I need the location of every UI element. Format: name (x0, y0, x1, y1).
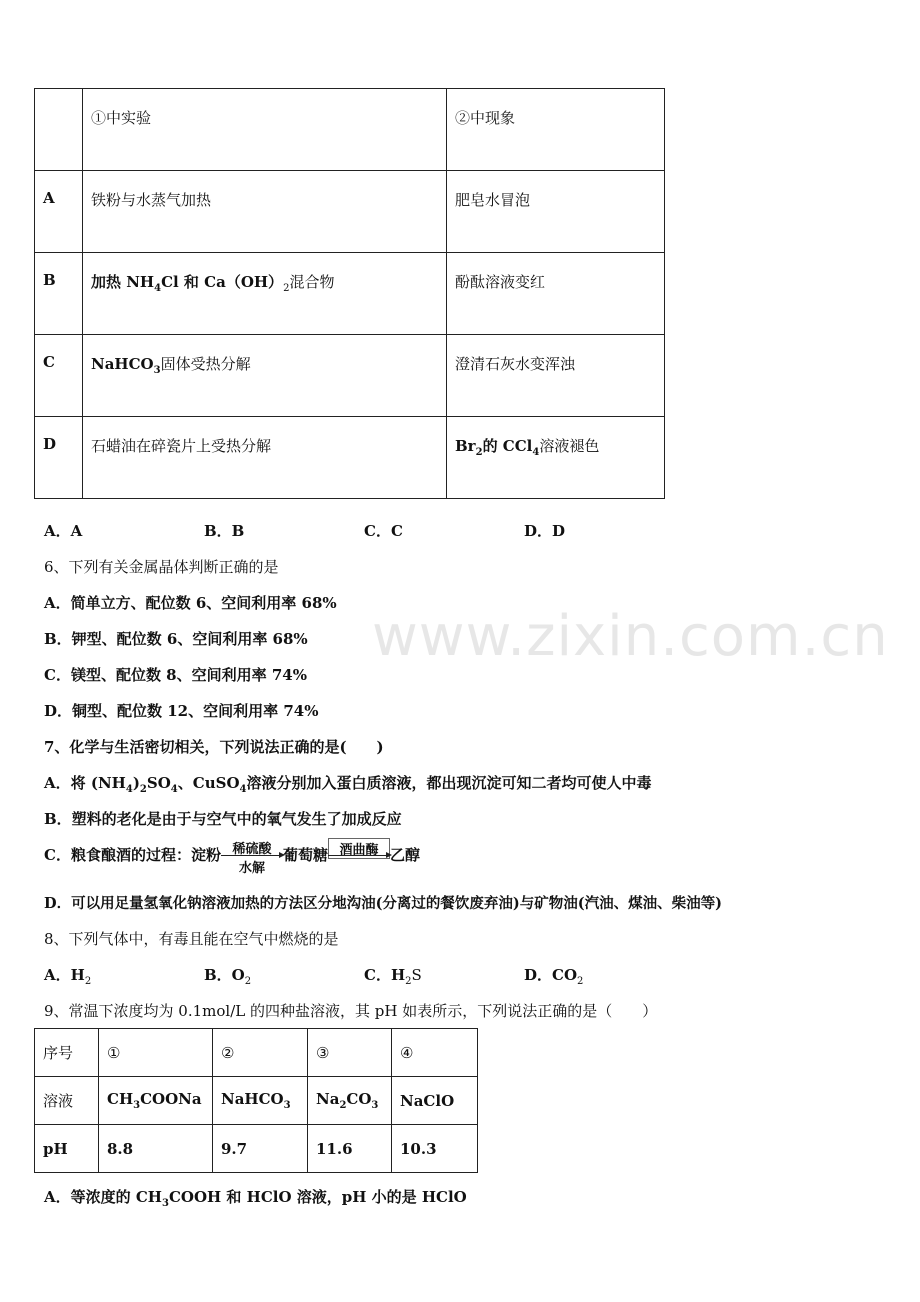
text-part: CH (107, 1090, 134, 1108)
arrow-condition-bottom: 水解 (238, 861, 265, 876)
arrow-condition-top: 酒曲酶 (328, 838, 390, 859)
table-cell: 溶液 (35, 1077, 99, 1125)
phenomenon-cell: 肥皂水冒泡 (447, 171, 665, 253)
q5-option-d[interactable]: D．D (524, 522, 566, 540)
table-cell: 10.3 (392, 1125, 478, 1173)
subscript: 2 (84, 976, 92, 987)
q8-stem: 8、下列气体中，有毒且能在空气中燃烧的是 (44, 930, 339, 948)
table-cell: 8.8 (99, 1125, 213, 1173)
reaction-arrow (328, 842, 390, 870)
text-part: 的 CCl (482, 437, 533, 455)
table-row (35, 1077, 478, 1125)
subscript: 3 (283, 1100, 291, 1111)
table-cell (99, 1077, 213, 1125)
table-row (35, 335, 665, 417)
experiment-cell: 铁粉与水蒸气加热 (83, 171, 447, 253)
table-row (35, 1029, 478, 1077)
phenomenon-cell (447, 417, 665, 499)
text-part: A．等浓度的 CH (44, 1188, 162, 1206)
text-part: 、CuSO (177, 774, 240, 792)
table-row (35, 1125, 478, 1173)
experiment-cell (83, 253, 447, 335)
subscript: 2 (577, 976, 584, 987)
text-part: CO (346, 1090, 372, 1108)
text-part: Na (316, 1090, 340, 1108)
table-cell: pH (35, 1125, 99, 1173)
text-part: C．粮食酿酒的过程：淀粉 (44, 846, 221, 864)
text-part: A．将 (NH (44, 774, 126, 792)
q7-stem: 7、化学与生活密切相关，下列说法正确的是( ) (44, 738, 384, 756)
table-row (35, 417, 665, 499)
subscript: 2 (475, 447, 483, 458)
table-row (35, 171, 665, 253)
q8-option-d[interactable] (524, 964, 583, 987)
q5-option-a[interactable]: A．A (44, 522, 83, 540)
q6-option-d[interactable]: D．铜型、配位数 12、空间利用率 74% (44, 702, 319, 720)
subscript: 3 (371, 1100, 379, 1111)
subscript: 2 (405, 976, 412, 987)
arrow-condition-top: 稀硫酸 (232, 842, 272, 857)
subscript: 3 (153, 365, 161, 376)
table-cell (308, 1077, 392, 1125)
subscript: 4 (125, 784, 133, 795)
q5-option-b[interactable]: B．B (204, 522, 245, 540)
table-cell: ③ (308, 1029, 392, 1077)
row-label: A (35, 171, 83, 253)
text-part: 混合物 (289, 273, 335, 291)
table-cell (35, 89, 83, 171)
table-row (35, 253, 665, 335)
q5-option-c[interactable]: C．C (364, 522, 403, 540)
ph-table (34, 1028, 478, 1173)
text-part: 葡萄糖 (282, 846, 328, 864)
text-part: COONa (140, 1090, 202, 1108)
phenomenon-cell: 澄清石灰水变浑浊 (447, 335, 665, 417)
phenomenon-cell: 酚酞溶液变红 (447, 253, 665, 335)
q9-option-a[interactable] (44, 1186, 467, 1209)
q6-option-b[interactable]: B．钾型、配位数 6、空间利用率 68% (44, 630, 308, 648)
subscript: 4 (239, 784, 247, 795)
text-part: B．O (204, 966, 245, 984)
table-cell: ② (213, 1029, 308, 1077)
subscript: 4 (532, 447, 540, 458)
watermark: www.zixin.com.cn (372, 604, 889, 669)
text-part: 溶液褪色 (539, 437, 600, 455)
text-part: COOH 和 HClO 溶液，pH 小的是 HClO (168, 1188, 467, 1206)
experiment-cell (83, 335, 447, 417)
text-part: A．H (44, 966, 85, 984)
subscript: 2 (339, 1100, 347, 1111)
q7-option-d[interactable]: D．可以用足量氢氧化钠溶液加热的方法区分地沟油(分离过的餐饮废弃油)与矿物油(汽油、煤油、柴油等) (44, 895, 723, 912)
q8-option-b[interactable] (204, 964, 251, 987)
table-cell: NaClO (392, 1077, 478, 1125)
row-label: B (35, 253, 83, 335)
q7-option-a[interactable] (44, 772, 652, 795)
text-part: 加热 NH (91, 273, 155, 291)
table-cell: ① (99, 1029, 213, 1077)
row-label: D (35, 417, 83, 499)
q8-option-c[interactable] (364, 964, 422, 987)
row-label: C (35, 335, 83, 417)
text-part: 溶液分别加入蛋白质溶液，都出现沉淀可知二者均可使人中毒 (246, 774, 652, 792)
text-part: Cl 和 Ca（OH） (161, 273, 284, 291)
q8-option-a[interactable] (44, 964, 91, 987)
q7-option-c[interactable] (44, 842, 420, 876)
table-cell: 序号 (35, 1029, 99, 1077)
table-cell: ④ (392, 1029, 478, 1077)
experiment-table (34, 88, 665, 499)
table-cell: 11.6 (308, 1125, 392, 1173)
subscript: 3 (161, 1198, 169, 1209)
text-part: SO (146, 774, 171, 792)
q6-stem: 6、下列有关金属晶体判断正确的是 (44, 558, 279, 576)
q6-option-a[interactable]: A．简单立方、配位数 6、空间利用率 68% (44, 594, 337, 612)
text-part: D．CO (524, 966, 578, 984)
text-part: NaHCO (91, 355, 154, 373)
text-part: NaHCO (221, 1090, 284, 1108)
text-part: 固体受热分解 (160, 355, 251, 373)
text-part: Br (455, 437, 476, 455)
text-part: C．H (364, 966, 406, 984)
text-part: ) (132, 774, 140, 792)
subscript: 3 (133, 1100, 141, 1111)
subscript: 4 (170, 784, 178, 795)
reaction-arrow (221, 842, 283, 876)
header-phenomenon: ②中现象 (447, 89, 665, 171)
experiment-cell: 石蜡油在碎瓷片上受热分解 (83, 417, 447, 499)
subscript: 2 (139, 784, 147, 795)
table-cell (213, 1077, 308, 1125)
q7-option-b[interactable]: B．塑料的老化是由于与空气中的氧气发生了加成反应 (44, 810, 402, 828)
text-part: 乙醇 (389, 846, 420, 864)
subscript: 4 (154, 283, 162, 294)
q9-stem: 9、常温下浓度均为 0.1mol/L 的四种盐溶液，其 pH 如表所示，下列说法正确的是（ ） (44, 1002, 658, 1020)
table-cell: 9.7 (213, 1125, 308, 1173)
header-experiment: ①中实验 (83, 89, 447, 171)
q6-option-c[interactable]: C．镁型、配位数 8、空间利用率 74% (44, 666, 307, 684)
subscript: 2 (244, 976, 252, 987)
text-part: S (411, 966, 422, 984)
table-row (35, 89, 665, 171)
subscript: 2 (283, 283, 290, 294)
